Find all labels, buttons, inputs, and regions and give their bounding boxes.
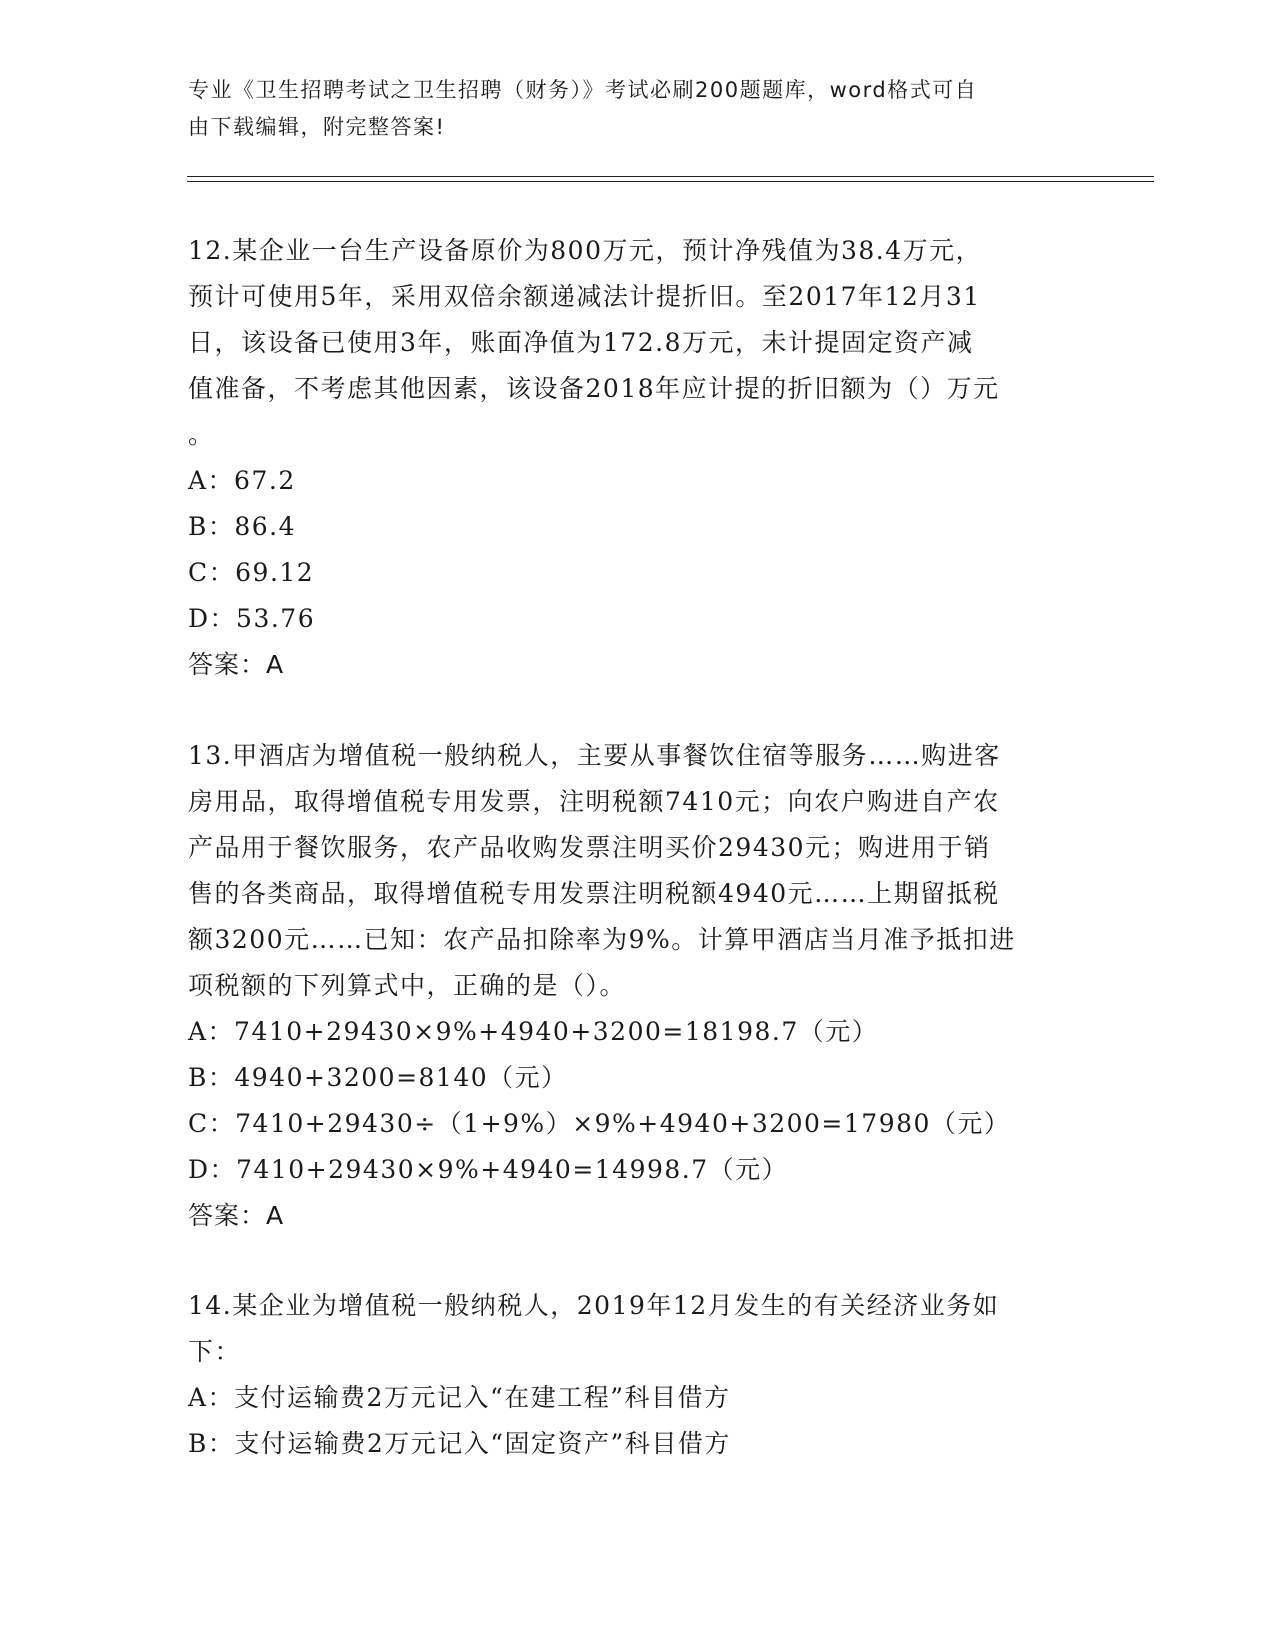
question-stem-line: 售的各类商品，取得增值税专用发票注明税额4940元……上期留抵税 (188, 879, 1000, 908)
answer-line: 答案：A (188, 650, 285, 679)
header-divider (187, 176, 1154, 177)
option-b: B：4940+3200=8140（元） (188, 1063, 568, 1092)
header-divider (187, 181, 1154, 182)
question-stem-line: 下： (188, 1337, 242, 1366)
question-stem-line: 日，该设备已使用3年，账面净值为172.8万元，未计提固定资产减 (188, 328, 974, 357)
header-line: 由下载编辑，附完整答案! (188, 115, 446, 139)
question-stem-line: 房用品，取得增值税专用发票，注明税额7410元；向农户购进自产农 (188, 787, 1000, 816)
question-stem-line: 12.某企业一台生产设备原价为800万元，预计净残值为38.4万元， (188, 236, 983, 265)
option-c: C：7410+29430÷（1+9%）×9%+4940+3200=17980（元） (188, 1109, 1011, 1138)
option-a: A：67.2 (188, 466, 296, 495)
question-stem-line: 14.某企业为增值税一般纳税人，2019年12月发生的有关经济业务如 (188, 1291, 1000, 1320)
question-stem-line: 额3200元……已知：农产品扣除率为9%。计算甲酒店当月准予抵扣进 (188, 925, 1016, 954)
question-stem-line: 值准备，不考虑其他因素，该设备2018年应计提的折旧额为（）万元 (188, 374, 1000, 403)
question-13 (188, 733, 1078, 1239)
option-b: B：支付运输费2万元记入“固定资产”科目借方 (188, 1429, 731, 1458)
question-stem-line: 项税额的下列算式中，正确的是（）。 (188, 971, 627, 1000)
question-stem-line: 产品用于餐饮服务，农产品收购发票注明买价29430元；购进用于销 (188, 833, 991, 862)
header-line: 专业《卫生招聘考试之卫生招聘（财务）》考试必刷200题题库，word格式可自 (188, 78, 978, 102)
question-14 (188, 1283, 1078, 1467)
document-header (188, 72, 1068, 146)
option-d: D：7410+29430×9%+4940=14998.7（元） (188, 1155, 789, 1184)
option-d: D：53.76 (188, 604, 316, 633)
option-c: C：69.12 (188, 558, 315, 587)
option-a: A：7410+29430×9%+4940+3200=18198.7（元） (188, 1017, 879, 1046)
question-stem-line: 预计可使用5年，采用双倍余额递减法计提折旧。至2017年12月31 (188, 282, 981, 311)
question-stem-line: 。 (188, 420, 215, 449)
answer-line: 答案：A (188, 1201, 285, 1230)
question-12 (188, 228, 1078, 688)
question-stem-line: 13.甲酒店为增值税一般纳税人，主要从事餐饮住宿等服务……购进客 (188, 741, 1001, 770)
option-a: A：支付运输费2万元记入“在建工程”科目借方 (188, 1383, 731, 1412)
option-b: B：86.4 (188, 512, 297, 541)
